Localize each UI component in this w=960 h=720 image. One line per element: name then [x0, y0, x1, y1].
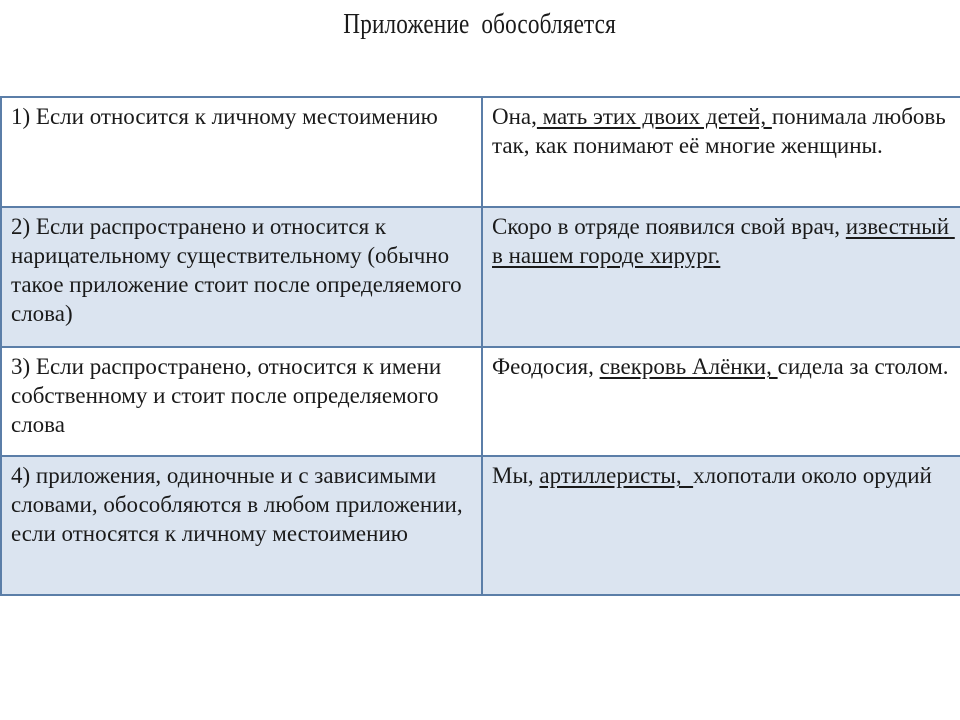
underlined-appositive: мать этих двоих детей, — [536, 104, 772, 129]
example-cell — [482, 97, 960, 207]
page-title — [96, 8, 864, 41]
example-text: понимала любовь так, как понимают её многие женщины. — [492, 104, 946, 158]
example-text: хлопотали около орудий — [693, 463, 932, 488]
rule-cell: 2) Если распространено и относится к нарицательному существительному (обычно такое приложение стоит после определяемого слова) — [1, 207, 482, 347]
example-text: Скоро в отряде появился свой врач, — [492, 214, 846, 239]
example-cell — [482, 347, 960, 456]
example-text: Она, — [492, 104, 537, 129]
rules-table — [0, 96, 960, 596]
example-cell — [482, 207, 960, 347]
underlined-appositive: свекровь Алёнки, — [599, 354, 778, 379]
title-text: Приложение обособляется — [343, 8, 616, 40]
rule-cell: 3) Если распространено, относится к имени собственному и стоит после определяемого слова — [1, 347, 482, 456]
table-row — [1, 207, 960, 347]
example-cell — [482, 456, 960, 595]
example-text: сидела за столом. — [777, 354, 949, 379]
example-text: Мы, — [492, 463, 540, 488]
underlined-appositive: известный в нашем городе хирург. — [492, 214, 955, 268]
table-row — [1, 97, 960, 207]
table-row — [1, 456, 960, 595]
rule-cell: 1) Если относится к личному местоимению — [1, 97, 482, 207]
rule-cell: 4) приложения, одиночные и с зависимыми словами, обособляются в любом приложении, если относятся к личному местоимению — [1, 456, 482, 595]
example-text: Феодосия, — [492, 354, 600, 379]
underlined-appositive: артиллеристы, — [539, 463, 694, 488]
table-row — [1, 347, 960, 456]
